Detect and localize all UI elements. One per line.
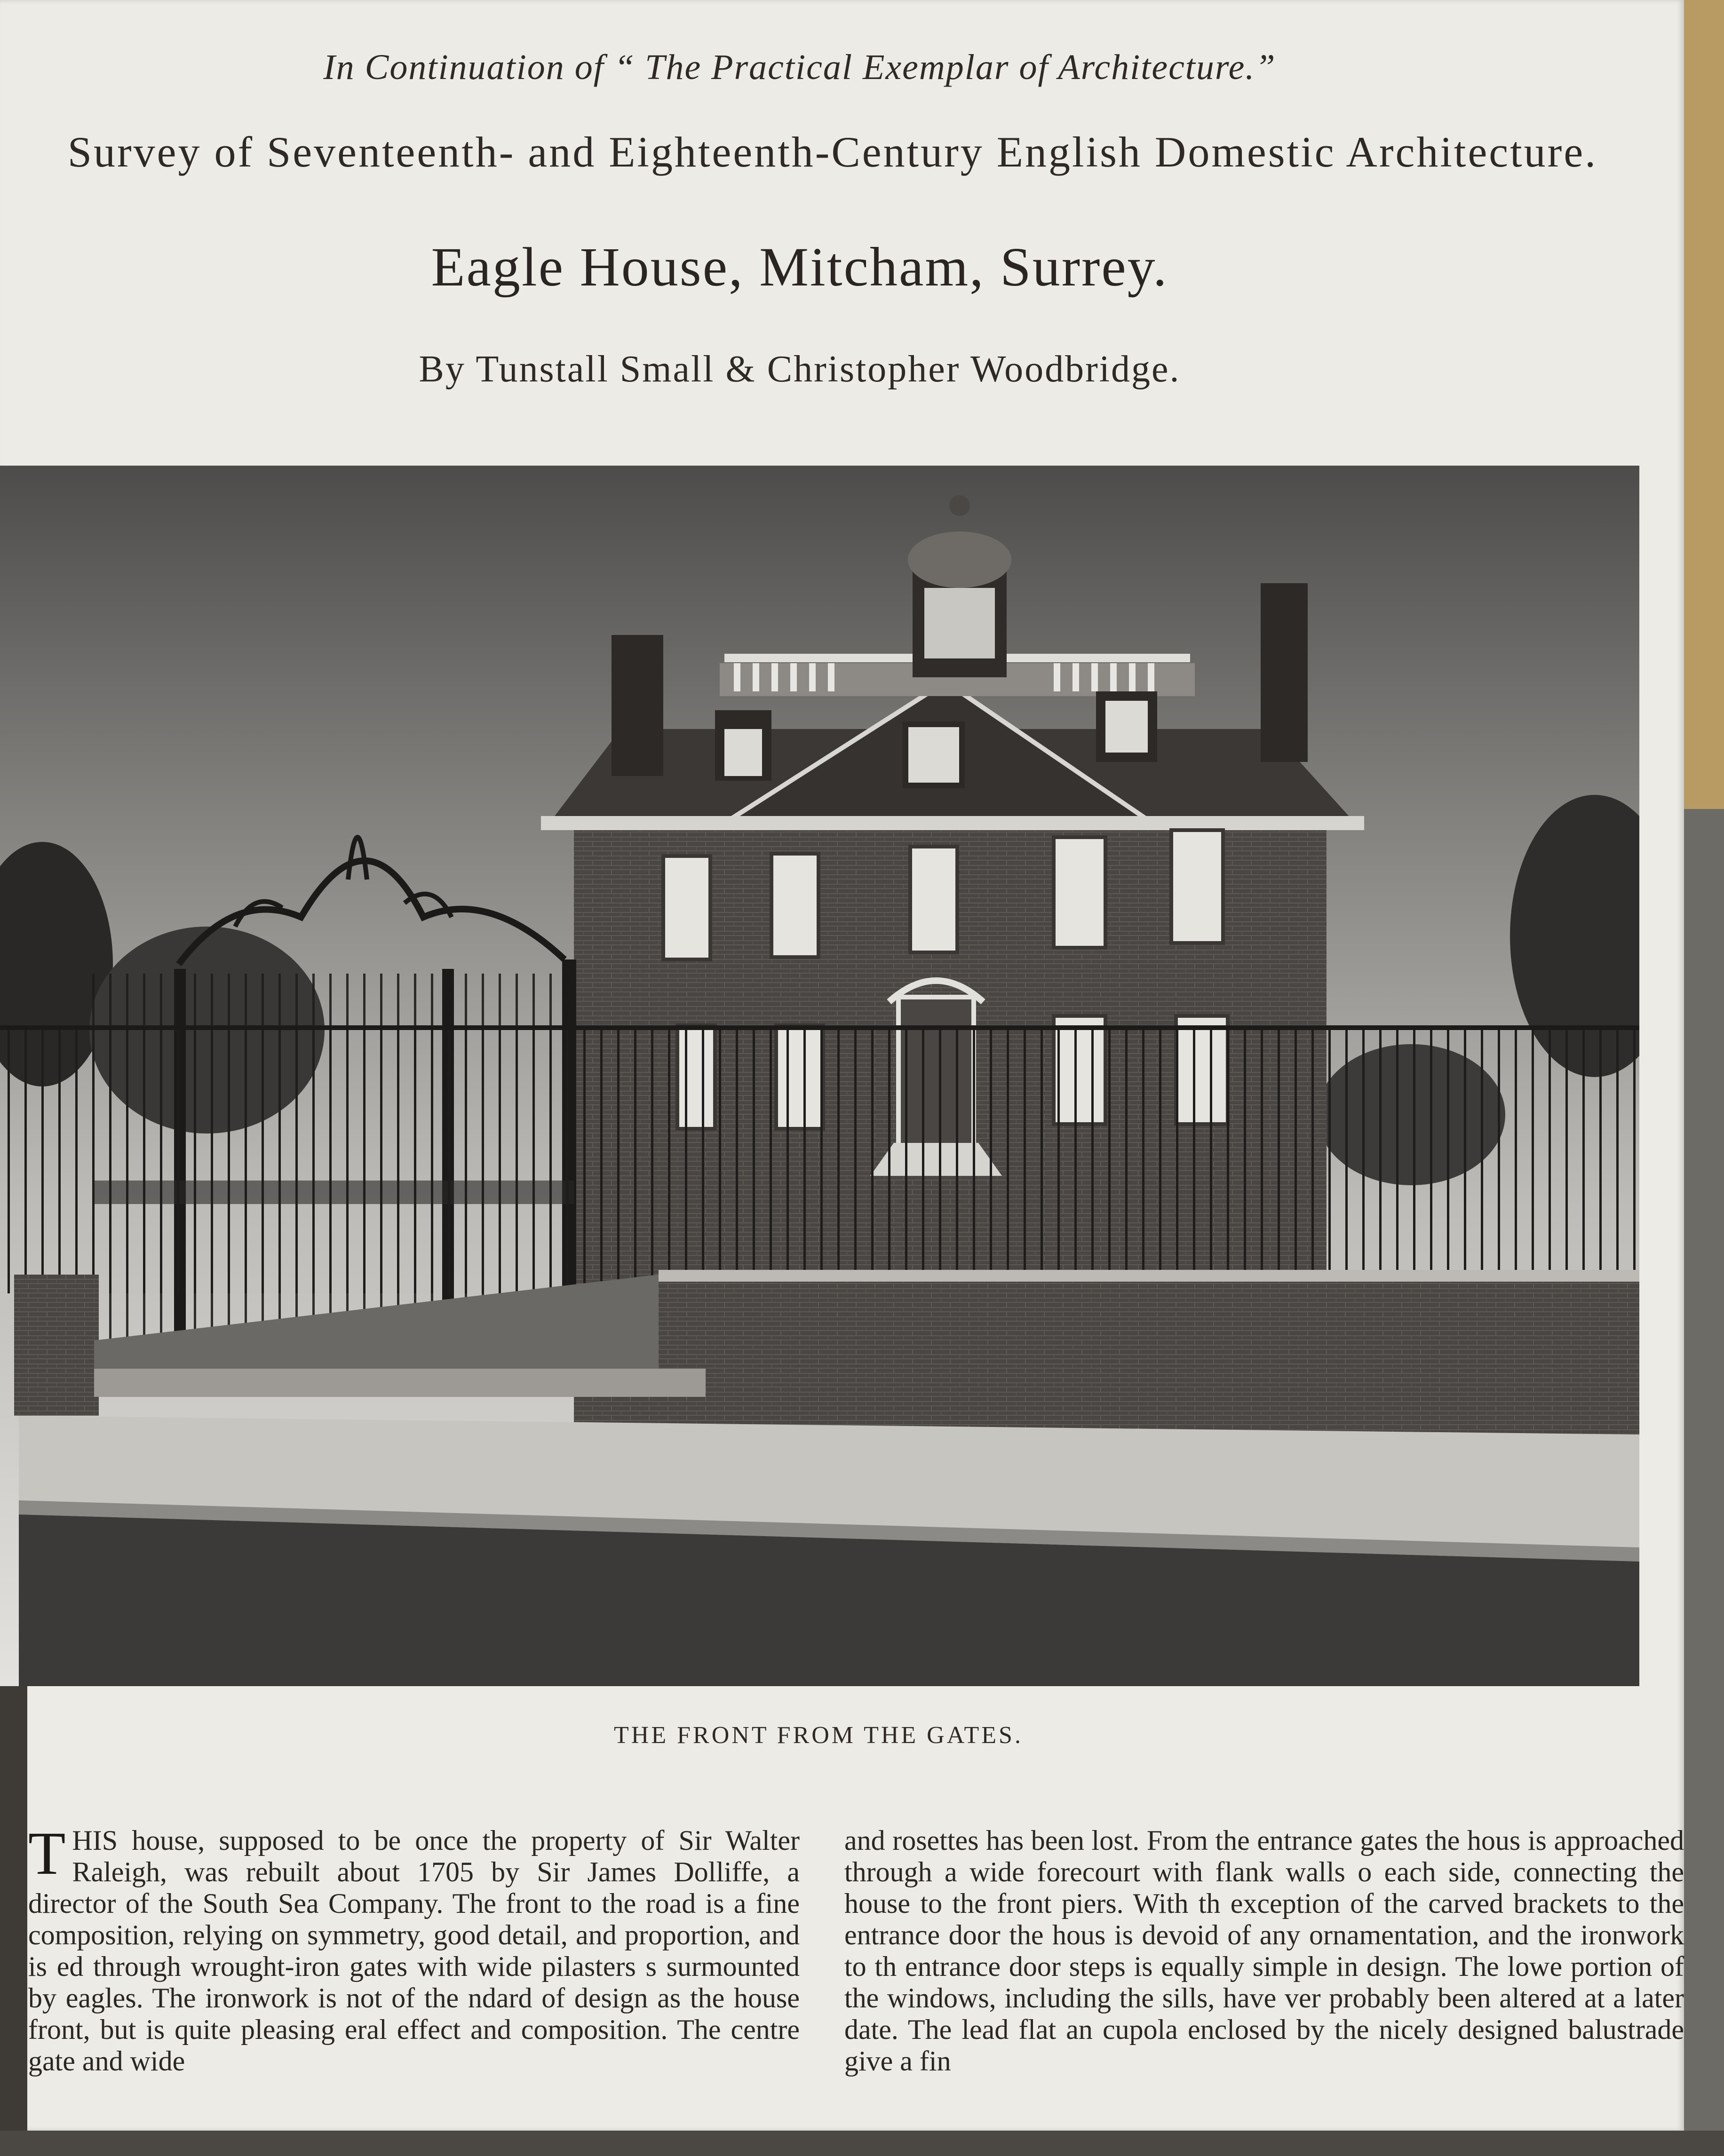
brick-boundary-wall <box>659 1275 1639 1444</box>
series-survey-line: Survey of Seventeenth- and Eighteenth-Century English Domestic Architecture. <box>67 128 1598 176</box>
mount-board-right <box>1684 0 1724 809</box>
mount-board-bottom <box>0 2131 1724 2156</box>
article-text-right: and rosettes has been lost. From the entrance gates the hous is approached through a wide forecourt with flank walls o each side, connecting the house to the front piers. With th exception of the carved brackets to the entrance door the hous is devoid of any ornamentation, and the ironwork to th entrance door steps is equally simple in design. The lowe portion of the windows, including the sills, have ver probably been altered at a later date. The lead flat an cupola enclosed by the nicely designed balustrade give a fin <box>844 1825 1684 2077</box>
article-column-right <box>844 1825 1684 2131</box>
series-continuation-line: In Continuation of “ The Practical Exemplar of Architecture.” <box>323 48 1276 87</box>
gate-threshold <box>94 1369 706 1397</box>
house-photograph-illustration <box>0 466 1639 1686</box>
gate-pier-left <box>14 1275 99 1416</box>
article-title: Eagle House, Mitcham, Surrey. <box>431 236 1168 298</box>
front-railings <box>0 1030 1639 1293</box>
house-photograph <box>0 466 1639 1686</box>
article-text-left: HIS house, supposed to be once the property of Sir Walter Raleigh, was rebuilt about 1705 by Sir James Dolliffe, a director of the South Sea Company. The front to the road is a fine composition, relying on symmetry, good detail, and proportion, and is ed through wrought-iron gates with wide pilasters s surmounted by eagles. The ironwork is not of the ndard of design as the house front, but is quite pleasing eral effect and composition. The centre gate and wide <box>28 1825 800 2077</box>
mount-board-right-lower <box>1684 809 1724 2156</box>
photo-caption: THE FRONT FROM THE GATES. <box>614 1722 1023 1749</box>
article-byline: By Tunstall Small & Christopher Woodbridge. <box>419 349 1181 390</box>
article-column-left <box>28 1825 800 2131</box>
drop-cap: T <box>28 1825 66 1887</box>
